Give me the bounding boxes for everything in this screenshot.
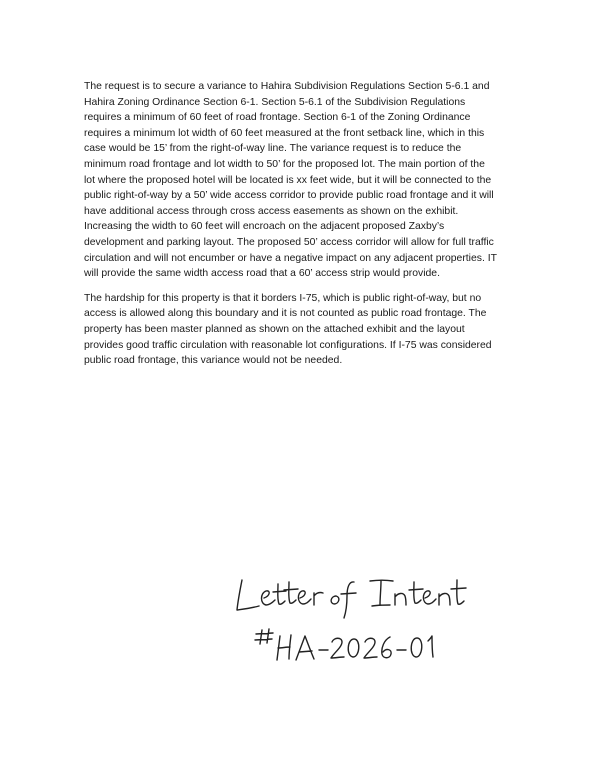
text-line: have additional access through cross access easements as shown on the exhibit. <box>84 205 459 217</box>
text-line: public right-of-way by a 50’ wide access corridor to provide public road frontage and it will <box>84 190 494 202</box>
text-line: lot where the proposed hotel will be located is xx feet wide, but it will be connected to the <box>84 174 492 186</box>
text-line: access is allowed along this boundary and it is not counted as public road frontage. The <box>84 308 487 320</box>
text-line: case would be 15’ from the right-of-way line. The variance request is to reduce the <box>84 143 462 155</box>
text-line: Increasing the width to 60 feet will encroach on the adjacent proposed Zaxby’s <box>84 221 445 233</box>
handwriting-intent-word <box>370 580 466 606</box>
text-line: Hahira Zoning Ordinance Section 6-1. Section 5-6.1 of the Subdivision Regulations <box>84 96 466 108</box>
letter-body <box>84 79 524 378</box>
handwriting-case-number <box>255 629 433 660</box>
text-line: requires a minimum lot width of 60 feet measured at the front setback line, which in this <box>84 127 485 139</box>
text-line: circulation and will not encumber or have a negative impact on any adjacent properties. IT <box>84 252 497 264</box>
text-line: public road frontage, this variance would not be needed. <box>84 355 343 367</box>
text-line: minimum road frontage and lot width to 50’ for the proposed lot. The main portion of the <box>84 158 485 170</box>
text-line: requires a minimum of 60 feet of road frontage. Section 6-1 of the Zoning Ordinance <box>84 112 471 124</box>
text-line: property has been master planned as shown on the attached exhibit and the layout <box>84 323 465 335</box>
text-line: will provide the same width access road that a 60’ access strip would provide. <box>84 268 440 280</box>
paragraph-hardship <box>84 291 524 369</box>
text-line: development and parking layout. The proposed 50’ access corridor will allow for full traffic <box>84 236 494 248</box>
paragraph-request <box>84 79 524 282</box>
text-line: The hardship for this property is that it borders I-75, which is public right-of-way, but no <box>84 292 482 304</box>
text-line: The request is to secure a variance to Hahira Subdivision Regulations Section 5-6.1 and <box>84 81 490 92</box>
handwriting-of-word <box>331 582 356 618</box>
handwritten-annotation <box>228 568 478 678</box>
handwriting-letter-word <box>237 580 323 610</box>
handwriting-drawing <box>228 568 478 678</box>
text-line: provides good traffic circulation with reasonable lot configurations. If I-75 was considered <box>84 339 492 351</box>
